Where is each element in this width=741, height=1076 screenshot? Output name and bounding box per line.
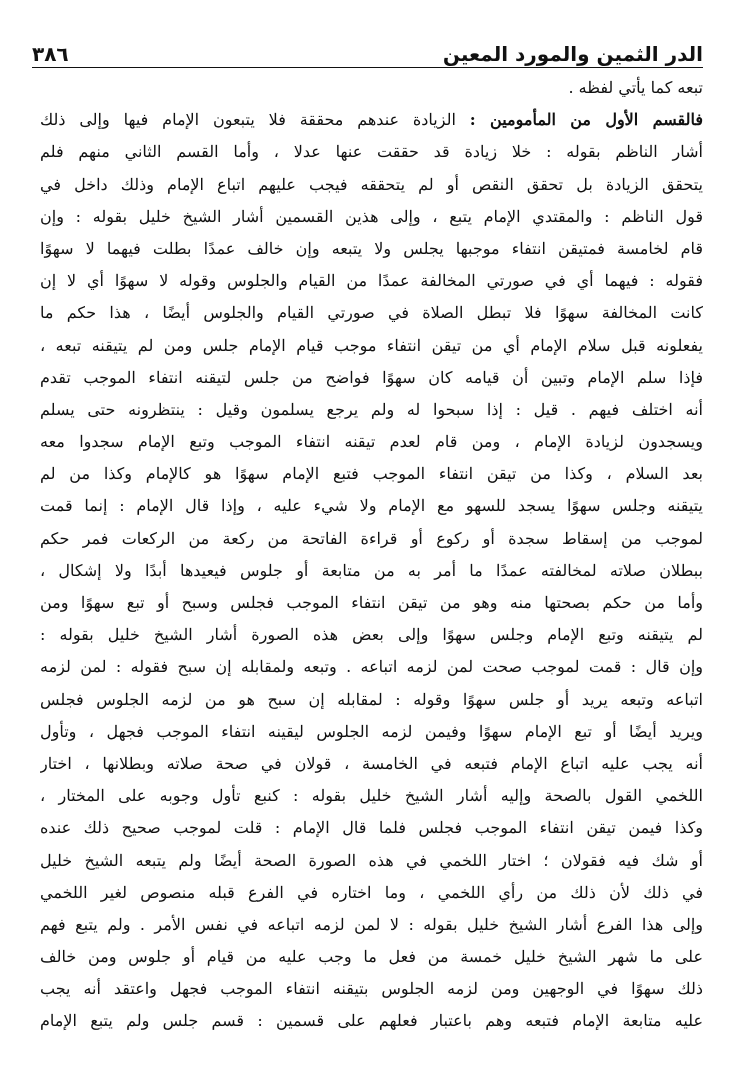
page-header (32, 34, 703, 66)
text-line: قول الناظم : والمقتدي الإمام يتبع ، وإلى هذين القسمين أشار الشيخ خليل بقوله : وإن (40, 206, 703, 226)
text-line: كانت المخالفة سهوًا فلا تبطل الصلاة في صورتي القيام والجلوس أيضًا ، هذا حكم ما (40, 303, 703, 323)
header-divider (32, 67, 703, 68)
text-line: فالقسم الأول من المأمومين : الزيادة عندهم محققة فلا يتبعون الإمام فيها وإلى ذلك (40, 110, 703, 130)
text-line: ويسجدون لزيادة الإمام ، ومن قام لعدم تيقنه انتفاء الموجب وتبع الإمام سجدوا معه (40, 432, 703, 452)
text-line: ببطلان صلاته لمخالفته عمدًا ما أمر به من متابعة أو جلوس فيعيدها أبدًا ولا إشكال ، (40, 560, 703, 580)
text-line: على ما شهر الشيخ خليل خمسة من فعل ما وجب عليه من قيام أو جلوس ومن خالف (40, 947, 703, 967)
text-line: لموجب من إسقاط سجدة أو ركوع أو قراءة الفاتحة من ركعة من الركعات فمر حكم (40, 528, 703, 548)
text-line: ويريد أيضًا أو تبع الإمام سهوًا وفيمن لزمه الجلوس ليقينه انتفاء الموجب فجهل ، وتأول (40, 721, 703, 741)
text-line: عليه متابعة الإمام فتبعه وهم باعتبار فعلهم على قسمين : قسم جلس ولم يتبع الإمام (40, 1011, 703, 1031)
text-line: بعد السلام ، وكذا من تيقن انتفاء الموجب فتبع الإمام سهوًا هو كالإمام وكذا من لم (40, 464, 703, 484)
text-line: وكذا فيمن تيقن انتفاء الموجب فجلس فلما قال الإمام : قلت لموجب صحيح ذلك عنده (40, 818, 703, 838)
text-line: قام لخامسة فمتيقن انتفاء موجبها يجلس ولا يتبعه وإن خالف عمدًا بطلت فيهما لا سهوًا (40, 238, 703, 258)
text-line: أشار الناظم بقوله : خلا زيادة قد حققت عنها عدلا ، وأما القسم الثاني منهم فلم (40, 142, 703, 162)
text-line: اللخمي القول بالصحة وإليه أشار الشيخ خليل بقوله : كنبع تأول وجوبه على المختار ، (40, 786, 703, 806)
text-line: فقوله : فيهما أي في صورتي المخالفة عمدًا من القيام والجلوس وقوله لا سهوًا أي لا إن (40, 271, 703, 291)
text-line: وإلى هذا الفرع أشار الشيخ خليل بقوله : لا لمن لزمه اتباعه في نفس الأمر . ولم يتبع فهم (40, 914, 703, 934)
text-line: وأما من حكم بصحتها منه وهو من تيقن انتفاء الموجب فجلس وسبح أو تبع سهوًا ومن (40, 593, 703, 612)
text-line: ذلك سهوًا في الوجهين ومن لزمه الجلوس بتيقنه انتفاء الموجب فجهل واعتقد أنه يجب (40, 979, 703, 999)
text-line: تبعه كما يأتي لفظه . (568, 78, 703, 97)
section-heading: فالقسم الأول من المأمومين : (469, 110, 703, 130)
page-number: ٣٨٦ (32, 42, 69, 66)
text-line: لم يتيقنه وتبع الإمام وجلس سهوًا وإلى بعض هذه الصورة أشار الشيخ خليل بقوله : (40, 625, 703, 645)
text-line: فإذا سلم الإمام وتبين أن قيامه كان سهوًا فواضح من جلس لتيقنه انتفاء الموجب تقدم (40, 367, 703, 387)
text-line: أنه يجب عليه اتباع الإمام فتبعه في الخامسة ، قولان في صحة صلاته وبطلانها ، اختار (40, 753, 703, 773)
text-line: يفعلونه قبل سلام الإمام أي من تيقن انتفاء موجب قيام الإمام جلس ومن لم يتيقنه تبعه ، (40, 335, 703, 355)
text-line: وإن قال : قمت لموجب صحت لمن لزمه اتباعه . وتبعه ولمقابله إن سبح فقوله : لمن لزمه (40, 657, 703, 677)
text-line: اتباعه وتبعه يريد أو جلس سهوًا وقوله : لمقابله إن سبح هو من لزمه الجلوس فجلس (40, 689, 703, 709)
text-line: في ذلك لأن ذلك من رأي اللخمي ، وما اختاره في الفرع قبله منصوص لغير اللخمي (40, 882, 703, 902)
running-title: الدر الثمين والمورد المعين (442, 42, 703, 66)
text-line: أنه اختلف فيهم . قيل : إذا سبحوا له ولم يرجع يسلمون وقيل : ينتظرونه حتى يسلم (40, 399, 703, 419)
body-text (40, 72, 703, 1038)
text-line: يتيقنه وجلس سهوًا يسجد للسهو مع الإمام ولا شيء عليه ، وإذا قال الإمام : إنما قمت (40, 496, 703, 516)
text-line: يتحقق الزيادة بل تحقق النقص أو لم يتحققه فيجب عليهم اتباع الإمام وذلك داخل في (40, 174, 703, 194)
text-line: أو شك فيه فقولان ؛ اختار اللخمي في هذه الصورة الصحة أيضًا ولم يتبعه الشيخ خليل (40, 850, 703, 870)
